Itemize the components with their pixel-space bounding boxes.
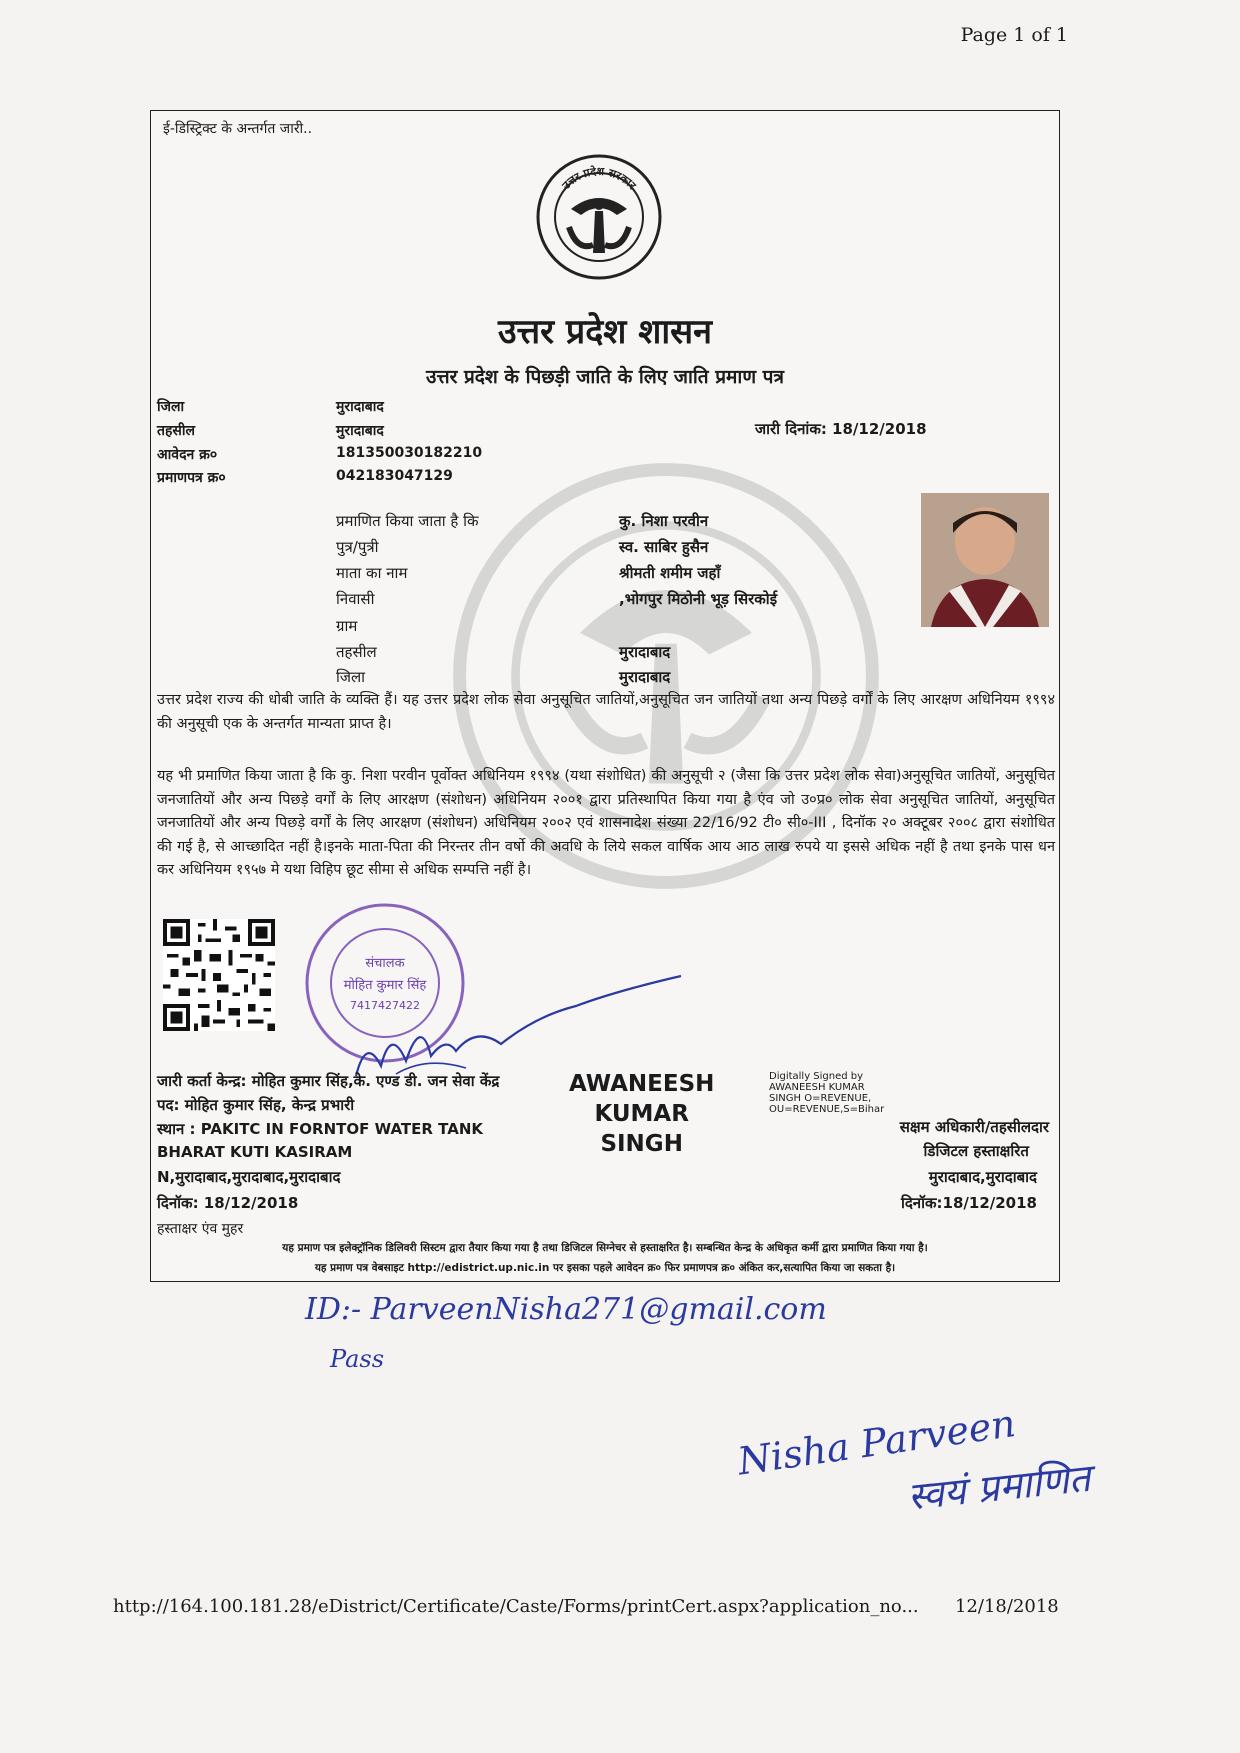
authority-place: मुरादाबाद,मुरादाबाद [928, 1168, 1037, 1186]
dsig-name-line1: AWANEESH [569, 1071, 715, 1097]
dsig-name-line2: KUMAR [594, 1101, 689, 1127]
field-value: स्व. साबिर हुसैन [619, 538, 709, 556]
issuing-center: जारी कर्ता केन्द्र: मोहित कुमार सिंह,के. एण्ड डी. जन सेवा केंद्र [157, 1072, 500, 1090]
issue-date: जारी दिनांक: 18/12/2018 [755, 420, 927, 438]
field-value: कु. निशा परवीन [619, 512, 709, 530]
sign-and-seal-label: हस्ताक्षर एंव मुहर [157, 1221, 244, 1237]
application-number: 181350030182210 [336, 445, 483, 461]
field-label: माता का नाम [336, 564, 408, 582]
issuer-place-line2: BHARAT KUTI KASIRAM [157, 1143, 353, 1161]
field-value: श्रीमती शमीम जहाँ [619, 564, 721, 582]
caste-paragraph: उत्तर प्रदेश राज्य की धोबी जाति के व्यक्ति हैं। यह उत्तर प्रदेश लोक सेवा अनुसूचित जातियों,अनुसूचित जन जातियों तथा अन्य पिछड़े वर्गों के लिए आरक्षण अधिनियम १९९४ की अनुसूची एक के अन्तर्गत मान्यता प्राप्त है। [157, 692, 1055, 732]
certificate-label: प्रमाणपत्र क्र० [157, 470, 226, 486]
authority-date: दिनॉक:18/12/2018 [900, 1194, 1037, 1212]
field-label: पुत्र/पुत्री [336, 538, 379, 556]
issuer-post: पद: मोहित कुमार सिंह, केन्द्र प्रभारी [157, 1096, 355, 1114]
svg-text:उत्तर प्रदेश सरकार: उत्तर प्रदेश सरकार [559, 164, 639, 193]
page-number: Page 1 of 1 [960, 24, 1068, 46]
authority-title: सक्षम अधिकारी/तहसीलदार [899, 1118, 1049, 1136]
handwritten-id: ID:- ParveenNisha271@gmail.com [305, 1292, 827, 1327]
svg-text:7417427422: 7417427422 [350, 999, 420, 1012]
handwritten-pass: Pass [330, 1345, 385, 1373]
tehsil-label: तहसील [157, 423, 195, 439]
print-date: 12/18/2018 [955, 1596, 1059, 1617]
issuer-place-line3: N,मुरादाबाद,मुरादाबाद,मुरादाबाद [157, 1168, 341, 1186]
issuer-date: दिनॉक: 18/12/2018 [157, 1194, 299, 1212]
field-label: प्रमाणित किया जाता है कि [336, 512, 479, 530]
field-value: मुरादाबाद [619, 668, 671, 686]
field-value: मुरादाबाद [619, 643, 671, 661]
print-url: http://164.100.181.28/eDistrict/Certificate/Caste/Forms/printCert.aspx?application_no... [113, 1596, 919, 1617]
certificate-number: 042183047129 [336, 468, 453, 484]
field-label: ग्राम [336, 617, 358, 635]
sub-title: उत्तर प्रदेश के पिछड़ी जाति के लिए जाति प्रमाण पत्र [426, 366, 784, 388]
main-title: उत्तर प्रदेश शासन [497, 312, 712, 352]
electronic-delivery-note: यह प्रमाण पत्र इलेक्ट्रॉनिक डिलिवरी सिस्टम द्वारा तैयार किया गया है तथा डिजिटल सिग्नेचर से हस्ताक्षरित है। सम्बन्धित केन्द्र के अधिकृत कर्मी द्वारा प्रमाणित किया गया है। [282, 1242, 928, 1254]
field-value: ,भोगपुर मिठोनी भूड़ सिरकोई [619, 590, 778, 608]
svg-text:संचालक: संचालक [365, 956, 405, 971]
svg-text:मोहित कुमार सिंह: मोहित कुमार सिंह [343, 978, 427, 993]
digital-signature-details [769, 1071, 884, 1115]
tehsil-value: मुरादाबाद [336, 423, 384, 439]
qr-code [163, 919, 275, 1031]
handwritten-name: Nisha Parveen [735, 1401, 1019, 1484]
certificate [150, 110, 1060, 1282]
dsig-detail: Digitally Signed by [769, 1071, 864, 1082]
issuer-place-line1: स्थान : PAKITC IN FORNTOF WATER TANK [157, 1120, 483, 1138]
applicant-photo [921, 493, 1049, 627]
dsig-detail: SINGH O=REVENUE, [769, 1093, 872, 1104]
authority-signed: डिजिटल हस्ताक्षरित [923, 1142, 1029, 1160]
issued-under-text: ई-डिस्ट्रिक्ट के अन्तर्गत जारी.. [163, 121, 313, 137]
field-label: निवासी [336, 590, 375, 608]
verification-note: यह प्रमाण पत्र वेबसाइट http://edistrict.up.nic.in पर इसका पहले आवेदन क्र० फिर प्रमाणपत्र क्र० अंकित कर,सत्यापित किया जा सकता है। [314, 1262, 896, 1274]
application-label: आवेदन क्र० [157, 447, 218, 463]
field-label: जिला [336, 668, 366, 686]
dsig-detail: OU=REVENUE,S=Bihar [769, 1104, 885, 1115]
up-government-emblem-icon [535, 153, 663, 281]
digital-signature-block [569, 1069, 714, 1159]
district-value: मुरादाबाद [336, 399, 384, 415]
district-label: जिला [157, 399, 185, 415]
dsig-name-line3: SINGH [600, 1131, 683, 1157]
handwritten-self-attested: स्वयं प्रमाणित [905, 1455, 1093, 1519]
dsig-detail: AWANEESH KUMAR [769, 1082, 865, 1093]
certification-paragraph: यह भी प्रमाणित किया जाता है कि कु. निशा परवीन पूर्वोक्त अधिनियम १९९४ (यथा संशोधित) की अनुसूची २ (जैसा कि उत्तर प्रदेश लोक सेवा)अनुसूचित जातियों, अनुसूचित जनजातियों और अन्य पिछड़े वर्गों के लिए आरक्षण (संशोधन) अधिनियम २००१ द्वारा प्रतिस्थापित किया गया है एंव जो उ०प्र० लोक सेवा अनुसूचित जातियों, अनुसूचित जनजातियों और अन्य पिछड़े वर्गों के लिए आरक्षण (संशोधन) अधिनियम २००२ एवं शासनादेश संख्या 22/16/92 टी० सी०-III , दिनॉक २० अक्टूबर २००८ द्वारा संशोधित की गई है, से आच्छादित नहीं है।इनके माता-पिता की निरन्तर तीन वर्षो की अवधि के लिये सकल वार्षिक आय आठ लाख रुपये या इससे अधिक नहीं है तथा इनके पास धन कर अधिनियम १९५७ मे यथा विहिप छूट सीमा से अधिक सम्पत्ति नहीं है। [157, 768, 1055, 878]
field-label: तहसील [336, 643, 377, 661]
